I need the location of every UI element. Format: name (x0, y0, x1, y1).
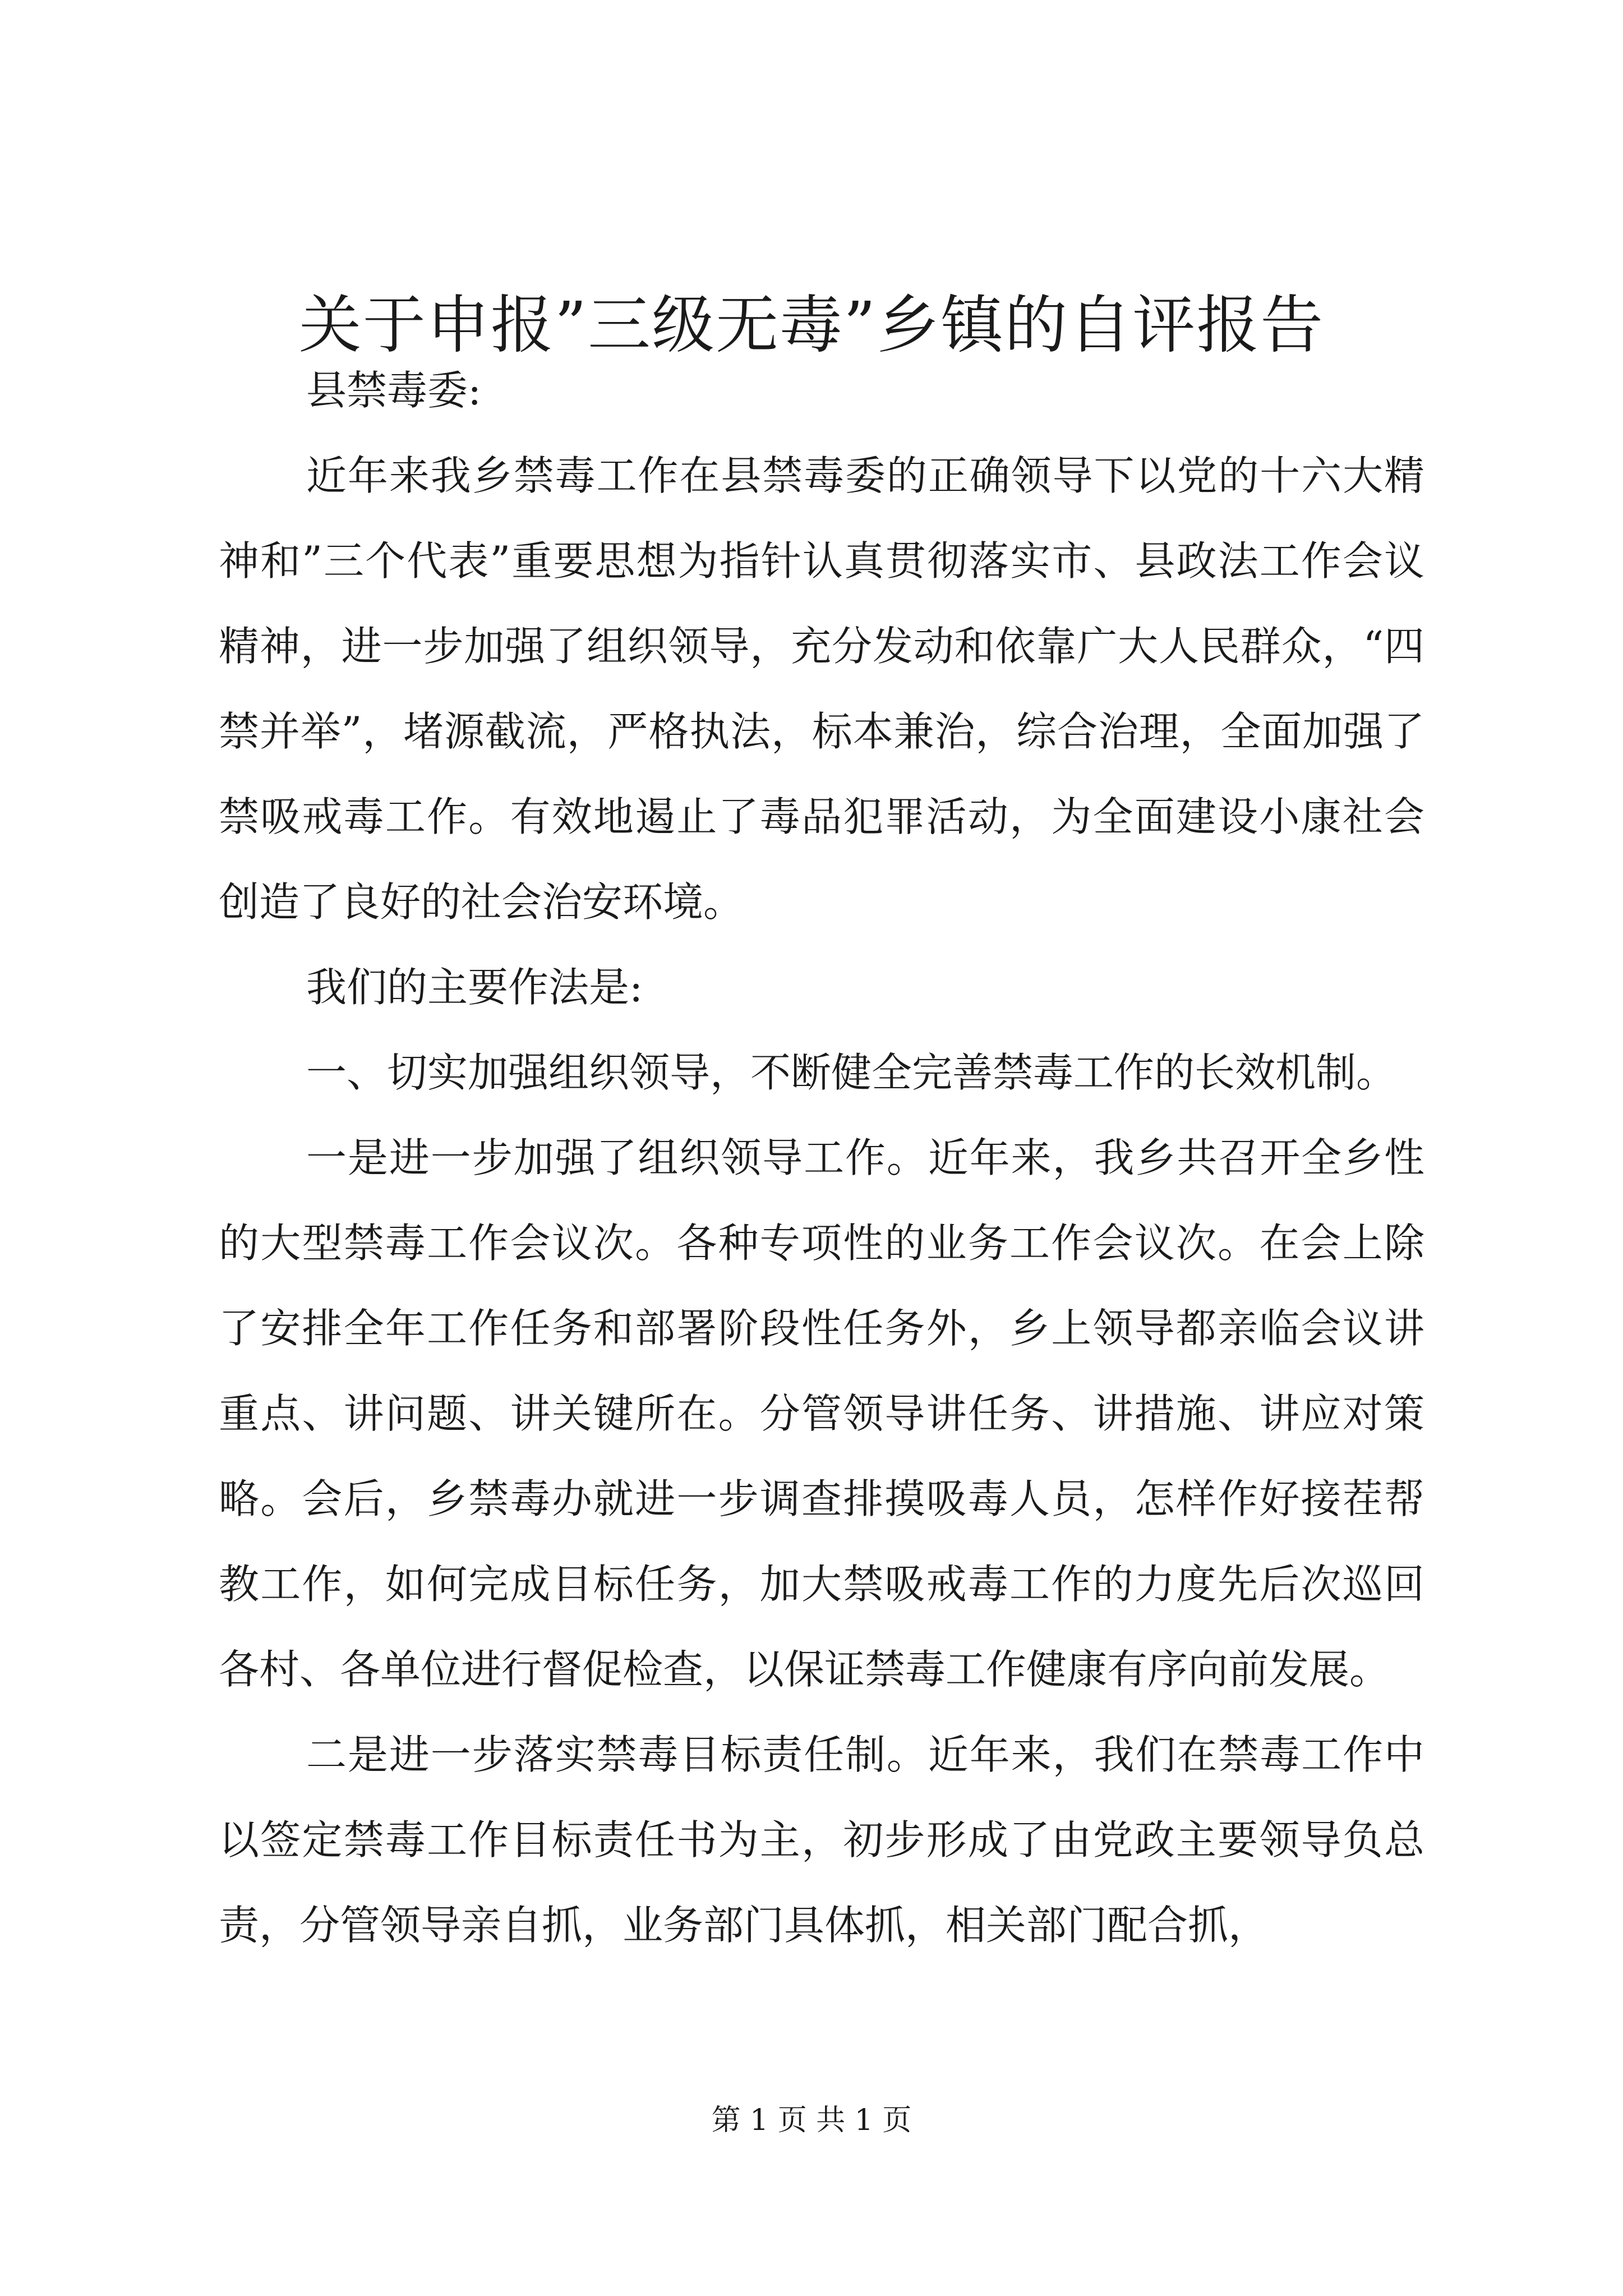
document-body (219, 348, 1424, 1968)
body-paragraph: 二是进一步落实禁毒目标责任制。近年来，我们在禁毒工作中以签定禁毒工作目标责任书为主，初步形成了由党政主要领导负总责，分管领导亲自抓，业务部门具体抓，相关部门配合抓， (219, 1731, 1424, 1949)
section-heading: 一、切实加强组织领导，不断健全完善禁毒工作的长效机制。 (306, 1049, 1397, 1096)
body-paragraph: 一是进一步加强了组织领导工作。近年来，我乡共召开全乡性的大型禁毒工作会议次。各种专项性的业务工作会议次。在会上除了安排全年工作任务和部署阶段性任务外，乡上领导都亲临会议讲重点、讲问题、讲关键所在。分管领导讲任务、讲措施、讲应对策略。会后，乡禁毒办就进一步调查排摸吸毒人员，怎样作好接茬帮教工作，如何完成目标任务，加大禁吸戒毒工作的力度先后次巡回各村、各单位进行督促检查，以保证禁毒工作健康有序向前发展。 (219, 1134, 1424, 1693)
document-title: 关于申报”三级无毒”乡镇的自评报告 (298, 289, 1325, 362)
body-paragraph: 我们的主要作法是: (306, 964, 643, 1011)
page-footer: 第 1 页 共 1 页 (711, 2104, 912, 2137)
body-paragraph: 近年来我乡禁毒工作在县禁毒委的正确领导下以党的十六大精神和”三个代表”重要思想为指针认真贯彻落实市、县政法工作会议精神，进一步加强了组织领导，充分发动和依靠广大人民群众，“四禁并举”，堵源截流，严格执法，标本兼治，综合治理，全面加强了禁吸戒毒工作。有效地遏止了毒品犯罪活动，为全面建设小康社会创造了良好的社会治安环境。 (219, 452, 1424, 926)
salutation: 县禁毒委: (306, 367, 482, 414)
